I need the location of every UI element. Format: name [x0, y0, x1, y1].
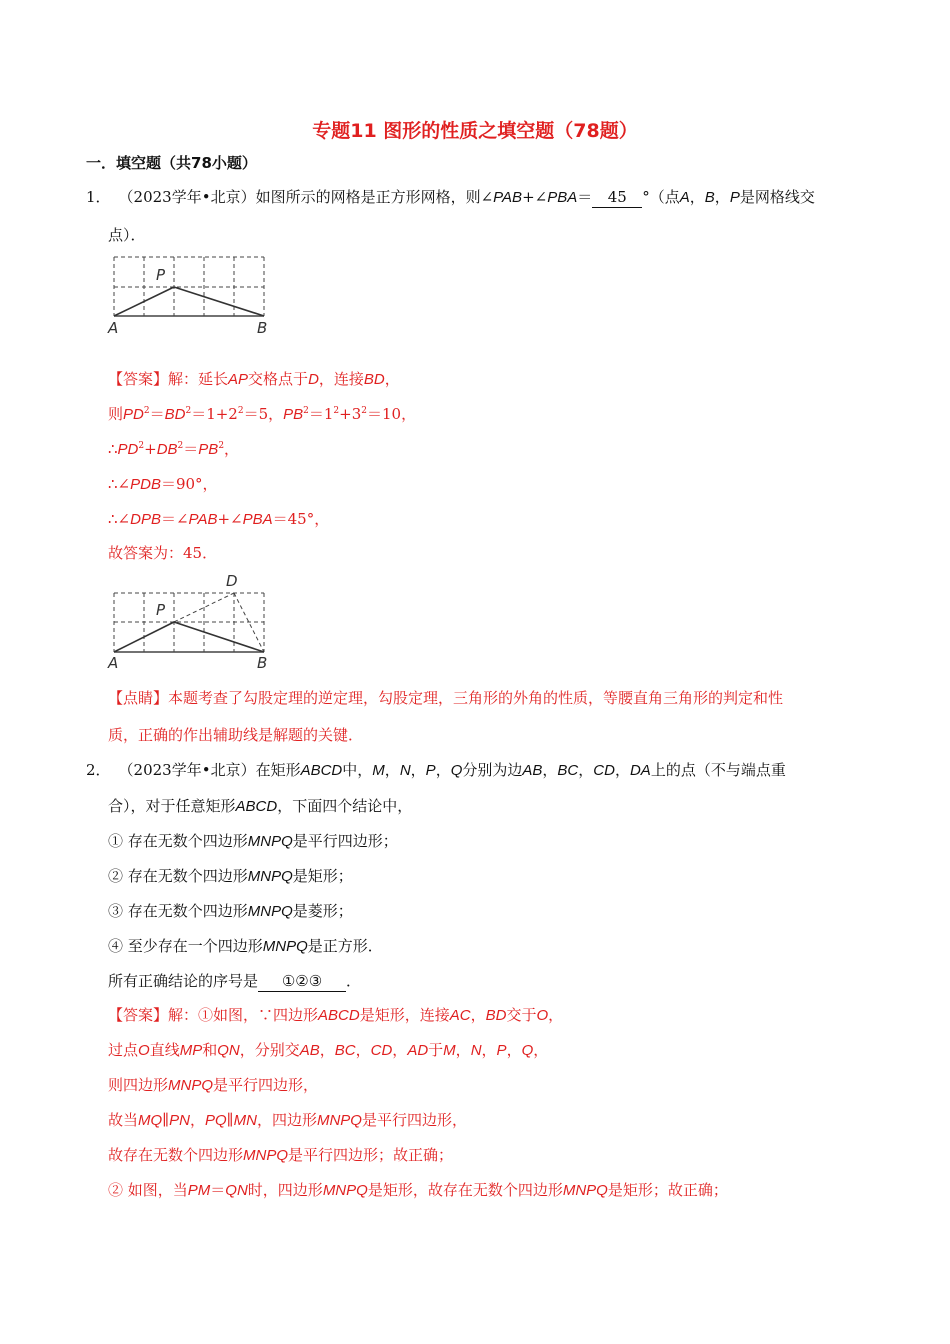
- q1-number: 1．: [86, 188, 111, 206]
- q2-source: （2023学年•北京）: [118, 761, 256, 779]
- segment-pb: [174, 287, 264, 316]
- q1-answer-line5: ∴∠DPB＝∠PAB+∠PBA＝45°，: [108, 510, 330, 528]
- q2-number: 2．: [86, 761, 111, 779]
- label-b: B: [257, 319, 268, 337]
- label-a: A: [108, 654, 119, 672]
- q1-answer-line1: 【答案】解：延长AP交格点于D，连接BD，: [108, 370, 400, 388]
- label-b: B: [257, 654, 268, 672]
- q1-answer-line3: $\therefore PD^2+DB^2=PB^2$，: [108, 440, 240, 458]
- page-title: 专题11 图形的性质之填空题（78题）: [312, 120, 638, 142]
- q1-stem: 1． （2023学年•北京）如图所示的网格是正方形网格，则∠PAB+∠PBA＝ 45 °（点A，B，P是网格线交: [86, 188, 815, 206]
- q2-answer-line6: ② 如图，当PM＝QN时，四边形MNPQ是矩形，故存在无数个四边形MNPQ是矩形；故正确；: [108, 1181, 728, 1199]
- q2-answer-line5: 故存在无数个四边形MNPQ是平行四边形；故正确；: [108, 1146, 454, 1164]
- q2-stem-line2: 合），对于任意矩形ABCD，下面四个结论中，: [108, 797, 413, 815]
- q2-option-3: ③ 存在无数个四边形MNPQ是菱形；: [108, 902, 353, 920]
- q1-final-answer: 故答案为：45．: [108, 544, 218, 562]
- q1-comment-line2: 质，正确的作出辅助线是解题的关键．: [108, 726, 364, 744]
- label-p: P: [156, 266, 166, 284]
- q2-answer-line2: 过点O直线MP和QN，分别交AB，BC，CD，AD于M，N，P，Q，: [108, 1041, 549, 1059]
- q2-option-4: ④ 至少存在一个四边形MNPQ是正方形．: [108, 937, 383, 955]
- q2-stem: 2． （2023学年•北京）在矩形ABCD中，M，N，P，Q分别为边AB，BC，CD，DA上的点（不与端点重: [86, 761, 786, 779]
- section-heading: 一．填空题（共78小题）: [86, 154, 257, 172]
- q2-answer-line3: 则四边形MNPQ是平行四边形，: [108, 1076, 319, 1094]
- q1-source: （2023学年•北京）: [118, 188, 256, 206]
- q2-option-1: ① 存在无数个四边形MNPQ是平行四边形；: [108, 832, 398, 850]
- label-d: D: [226, 572, 238, 590]
- q1-solution-figure: [104, 572, 284, 672]
- q2-answer-blank: ①②③: [258, 971, 346, 992]
- q1-answer-line4: ∴∠PDB＝90°，: [108, 475, 218, 493]
- q1-answer-line2: 则$PD^2=BD^2=1+2^2=5$，$PB^2=1^2+3^2=10$，: [108, 405, 417, 423]
- q2-answer-line1: 【答案】解：①如图，∵四边形ABCD是矩形，连接AC，BD交于O，: [108, 1006, 564, 1024]
- label-a: A: [108, 319, 119, 337]
- q1-grid-figure: [104, 252, 279, 342]
- segment-ap: [114, 287, 174, 316]
- q1-comment-line1: 【点睛】本题考查了勾股定理的逆定理，勾股定理，三角形的外角的性质，等腰直角三角形的判定和性: [108, 689, 784, 707]
- comment-tag: 【点睛】: [108, 689, 169, 707]
- q2-ask: 所有正确结论的序号是 ①②③ ．: [108, 972, 362, 990]
- q2-answer-line4: 故当MQ∥PN，PQ∥MN，四边形MNPQ是平行四边形，: [108, 1111, 467, 1129]
- answer-tag: 【答案】: [108, 370, 169, 388]
- q2-option-2: ② 存在无数个四边形MNPQ是矩形；: [108, 867, 353, 885]
- q1-stem-line2: 点）．: [108, 226, 146, 244]
- answer-tag: 【答案】: [108, 1006, 169, 1024]
- q1-answer-blank: 45: [592, 187, 642, 208]
- label-p: P: [156, 601, 166, 619]
